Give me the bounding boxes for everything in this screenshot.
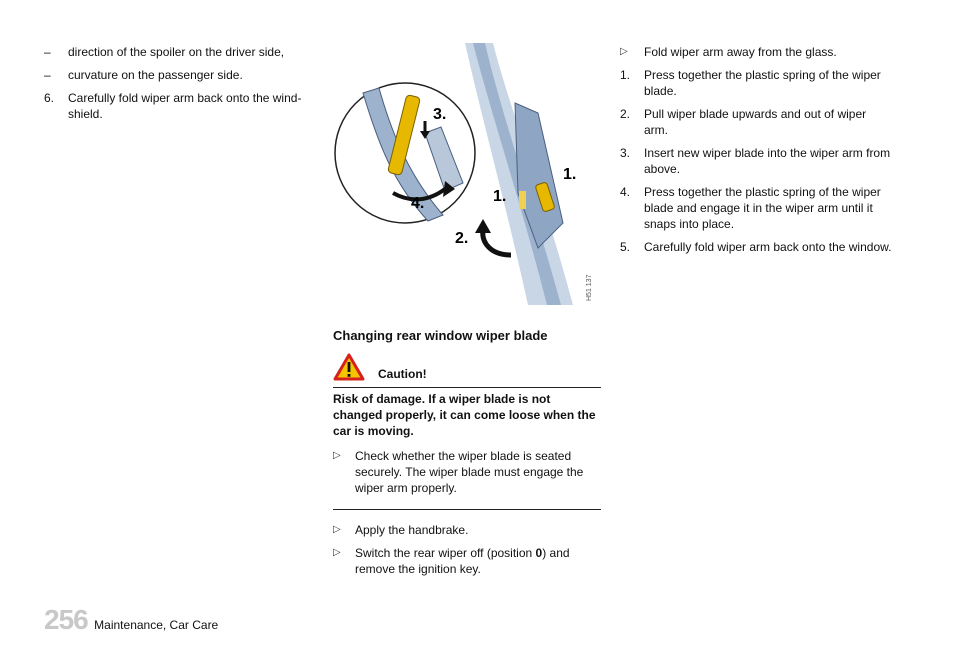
left-column: [44, 44, 306, 129]
position-value: 0: [535, 546, 543, 560]
list-item-text: Fold wiper arm away from the glass.: [644, 45, 837, 59]
caution-text: Risk of damage. If a wiper blade is not changed properly, it can come loose when the car is moving.: [333, 392, 596, 438]
list-item: [620, 184, 892, 232]
list-marker: ▷: [620, 46, 628, 57]
list-marker: 3.: [620, 146, 631, 160]
steps-list: [333, 522, 601, 584]
list-item-text: direction of the spoiler on the driver side,: [68, 45, 285, 59]
list-item: [620, 145, 892, 177]
list-item: [333, 448, 601, 496]
list-item-text: Check whether the wiper blade is seated securely. The wiper blade must engage the wiper arm properly.: [355, 449, 584, 495]
list-item-text: Insert new wiper blade into the wiper arm from above.: [644, 146, 891, 176]
list-item-text: Press together the plastic spring of the wiper blade.: [644, 68, 881, 98]
caution-block: [333, 353, 601, 510]
list-marker: 1.: [620, 68, 631, 82]
page-number: 256: [44, 604, 88, 635]
list-item: [44, 44, 306, 60]
list-item: [620, 67, 892, 99]
label-step-4: 4.: [411, 195, 425, 212]
caution-label: Caution!: [378, 367, 427, 381]
list-item-text: Apply the handbrake.: [355, 523, 469, 537]
list-item-text: Carefully fold wiper arm back onto the wind-shield.: [68, 91, 302, 121]
text-part: ) and remove the ignition key.: [355, 546, 570, 576]
list-item: [620, 106, 892, 138]
list-marker: 6.: [44, 91, 55, 105]
wiper-illustration: [333, 43, 601, 305]
warning-icon: [333, 353, 365, 386]
arrow-head: [475, 219, 491, 233]
list-marker: 2.: [620, 107, 631, 121]
figure-code: H51 137: [586, 274, 593, 301]
list-item: [44, 90, 306, 122]
list-item-text: Pull wiper blade upwards and out of wiper arm.: [644, 107, 867, 137]
list-marker: 5.: [620, 240, 631, 254]
label-step-2: 2.: [455, 230, 469, 247]
text-part: Switch the rear wiper off (position: [355, 546, 536, 560]
right-column: [620, 44, 892, 262]
list-item: [333, 545, 601, 577]
list-marker: ▷: [333, 450, 341, 461]
list-item: [44, 67, 306, 83]
list-marker: –: [44, 45, 51, 59]
list-marker: –: [44, 68, 51, 82]
label-step-1a: 1.: [493, 188, 507, 205]
caution-list: [333, 448, 601, 510]
list-marker: ▷: [333, 547, 341, 558]
section-heading: Changing rear window wiper blade: [333, 328, 548, 343]
label-step-1b: 1.: [563, 166, 577, 183]
spring-detail: [519, 191, 526, 209]
label-step-3: 3.: [433, 106, 447, 123]
list-item-text: Carefully fold wiper arm back onto the window.: [644, 240, 892, 254]
list-item-text: curvature on the passenger side.: [68, 68, 243, 82]
footer-section-name: Maintenance, Car Care: [94, 618, 219, 632]
list-item-text: Press together the plastic spring of the wiper blade and engage it in the wiper arm until it snaps into place.: [644, 185, 881, 231]
list-item-text: [355, 546, 570, 576]
list-marker: 4.: [620, 185, 631, 199]
list-marker: ▷: [333, 524, 341, 535]
list-item: [620, 239, 892, 255]
wiper-diagram: [333, 43, 601, 305]
page-footer: [44, 604, 218, 636]
list-item: [620, 44, 892, 60]
list-item: [333, 522, 601, 538]
caution-header: [333, 353, 601, 388]
